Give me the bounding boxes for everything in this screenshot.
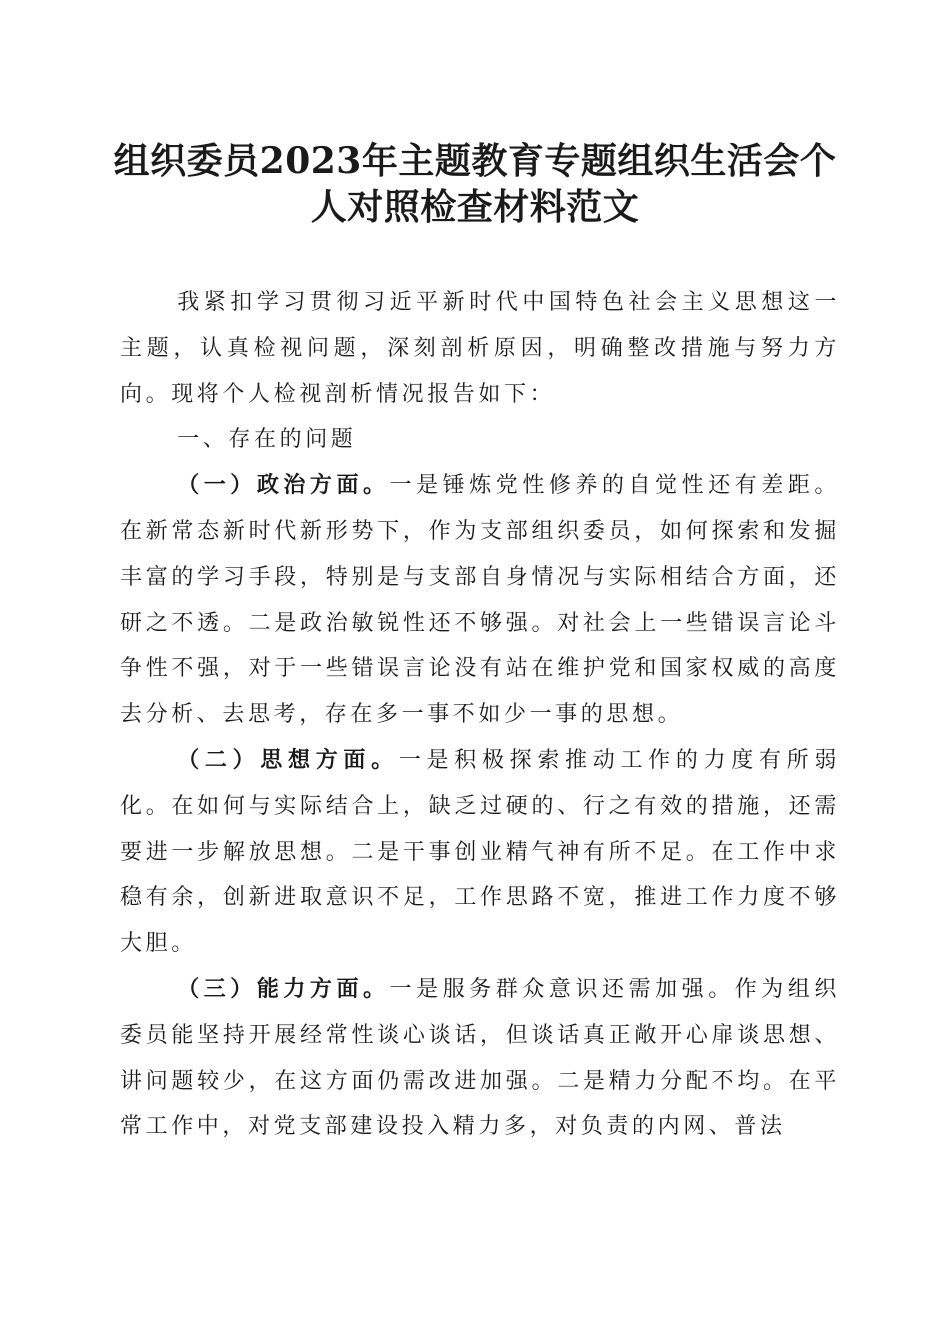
item-text: 一是服务群众意识还需加强。作为组织委员能坚持开展经常性谈心谈话，但谈话真正敞开心扉谈思想、讲问题较少，在这方面仍需改进加强。二是精力分配不均。在平常工作中，对党支部建设投入精力多，对负责的内网、普法 (120, 976, 840, 1140)
item-lead: （二）思想方面。 (177, 747, 399, 773)
item-text: 一是锤炼党性修养的自觉性还有差距。在新常态新时代新形势下，作为支部组织委员，如何探索和发掘丰富的学习手段，特别是与支部自身情况与实际相结合方面，还研之不透。二是政治敏锐性还不够强。对社会上一些错误言论斗争性不强，对于一些错误言论没有站在维护党和国家权威的高度去分析、去思考，存在多一事不如少一事的思想。 (120, 473, 840, 728)
intro-paragraph: 我紧扣学习贯彻习近平新时代中国特色社会主义思想这一主题，认真检视问题，深刻剖析原因，明确整改措施与努力方向。现将个人检视剖析情况报告如下： (120, 290, 840, 407)
document-body (120, 280, 840, 1150)
section-heading: 一、存在的问题 (177, 427, 357, 453)
item-lead: （一）政治方面。 (177, 473, 390, 499)
title-line-1: 组织委员2023年主题教育专题组织生活会个 (113, 140, 837, 182)
item-text: 一是积极探索推动工作的力度有所弱化。在如何与实际结合上，缺乏过硬的、行之有效的措施，还需要进一步解放思想。二是干事创业精气神有所不足。在工作中求稳有余，创新进取意识不足，工作思路不宽，推进工作力度不够大胆。 (120, 747, 840, 957)
item-paragraph-thought (120, 738, 840, 967)
item-paragraph-ability (120, 967, 840, 1150)
document-title (110, 138, 840, 230)
item-paragraph-political (120, 463, 840, 738)
item-lead: （三）能力方面。 (177, 976, 390, 1002)
title-line-2: 人对照检查材料范文 (310, 186, 640, 228)
